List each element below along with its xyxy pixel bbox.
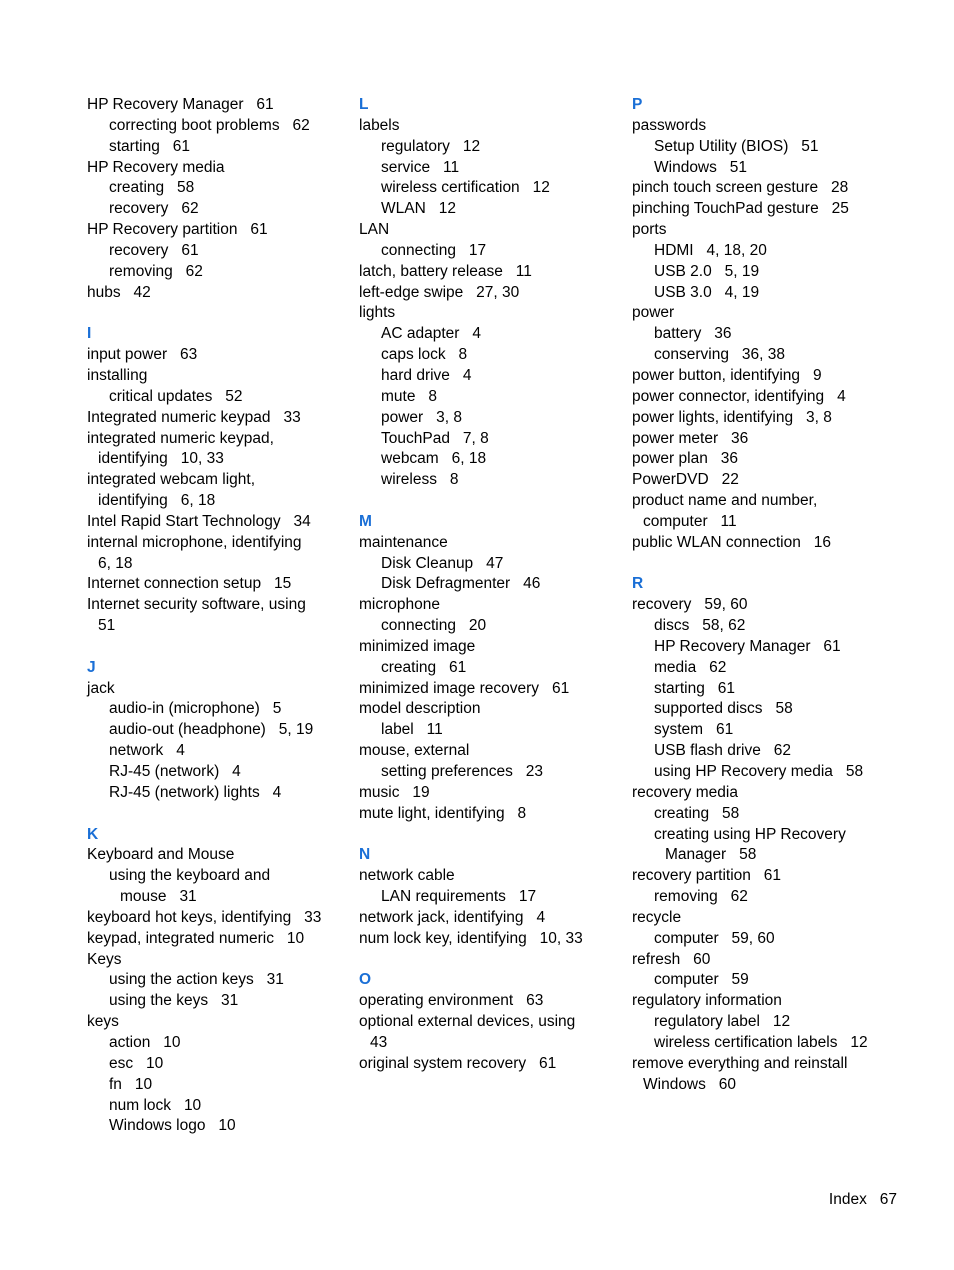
index-letter-heading: P (632, 96, 643, 113)
index-entry: recovery media (632, 783, 738, 801)
index-entry: product name and number, (632, 492, 818, 510)
index-entry: refresh 60 (632, 950, 711, 968)
index-entry: network cable (359, 867, 455, 885)
index-subentry: connecting 20 (381, 617, 487, 635)
index-subentry: creating 58 (654, 804, 740, 822)
index-letter-heading: K (87, 825, 99, 843)
index-subentry: fn 10 (109, 1075, 153, 1093)
index-subentry: label 11 (381, 721, 443, 739)
index-entry: optional external devices, using (359, 1013, 576, 1031)
index-entry: power meter 36 (632, 429, 749, 447)
index-entry: integrated numeric keypad, (87, 429, 274, 447)
index-entry: Internet security software, using (87, 596, 306, 614)
index-subentry: removing 62 (654, 888, 748, 906)
index-subentry: HP Recovery Manager 61 (654, 637, 841, 655)
index-subentry: network 4 (109, 742, 185, 760)
index-entry: operating environment 63 (359, 992, 544, 1010)
section-gap (632, 554, 932, 575)
section-gap (359, 491, 629, 512)
index-letter-heading: I (87, 325, 92, 343)
index-entry: recovery 59, 60 (632, 596, 748, 614)
index-entry: computer 11 (643, 512, 737, 530)
index-column-2 (359, 95, 629, 1075)
section-gap (359, 950, 629, 971)
page-number: 67 (879, 1191, 897, 1208)
index-subentry: service 11 (381, 158, 460, 176)
index-subentry: supported discs 58 (654, 700, 793, 718)
index-subentry: correcting boot problems 62 (109, 116, 310, 134)
index-subentry: critical updates 52 (109, 387, 243, 405)
index-subentry: battery 36 (654, 325, 732, 343)
index-entry: Windows 60 (643, 1075, 737, 1093)
index-entry: identifying 10, 33 (98, 450, 224, 468)
index-subentry: Windows logo 10 (109, 1117, 236, 1135)
section-gap (87, 303, 357, 324)
index-entry: power (632, 304, 675, 322)
section-gap (87, 804, 357, 825)
index-entry: PowerDVD 22 (632, 471, 739, 489)
index-subentry: esc 10 (109, 1054, 164, 1072)
index-subentry: regulatory label 12 (654, 1013, 791, 1031)
index-entry: power lights, identifying 3, 8 (632, 408, 832, 426)
index-subentry: Manager 58 (665, 846, 757, 864)
index-subentry: recovery 62 (109, 200, 199, 218)
index-entry: 51 (98, 617, 116, 635)
index-letter-heading: N (359, 846, 371, 864)
index-subentry: using the keyboard and (109, 867, 271, 885)
index-subentry: RJ-45 (network) lights 4 (109, 783, 282, 801)
index-entry: keyboard hot keys, identifying 33 (87, 908, 322, 926)
footer-label: Index (828, 1191, 867, 1208)
index-subentry: audio-out (headphone) 5, 19 (109, 721, 314, 739)
index-subentry: num lock 10 (109, 1096, 202, 1114)
section-gap (359, 825, 629, 846)
index-entry: HP Recovery media (87, 158, 225, 176)
index-entry: power connector, identifying 4 (632, 387, 846, 405)
index-entry: maintenance (359, 533, 448, 551)
index-entry: power button, identifying 9 (632, 366, 822, 384)
index-letter-heading: M (359, 512, 372, 530)
index-entry: minimized image recovery 61 (359, 679, 570, 697)
section-gap (87, 637, 357, 658)
index-subentry: Setup Utility (BIOS) 51 (654, 137, 819, 155)
index-entry: HP Recovery partition 61 (87, 221, 268, 239)
index-subentry: discs 58, 62 (654, 617, 746, 635)
index-entry: Keys (87, 950, 122, 968)
index-subentry: regulatory 12 (381, 137, 481, 155)
index-subentry: Disk Cleanup 47 (381, 554, 504, 572)
index-entry: Intel Rapid Start Technology 34 (87, 512, 311, 530)
index-entry: jack (87, 679, 115, 697)
index-subentry: system 61 (654, 721, 734, 739)
index-entry: mouse, external (359, 742, 470, 760)
index-subentry: recovery 61 (109, 241, 199, 259)
index-entry: 6, 18 (98, 554, 133, 572)
index-entry: lights (359, 304, 396, 322)
index-subentry: WLAN 12 (381, 200, 456, 218)
index-entry: minimized image (359, 637, 476, 655)
index-entry: recovery partition 61 (632, 867, 782, 885)
index-letter-heading: R (632, 575, 644, 593)
index-subentry: caps lock 8 (381, 346, 468, 364)
index-subentry: USB flash drive 62 (654, 742, 791, 760)
index-subentry: wireless 8 (381, 471, 459, 489)
index-entry: public WLAN connection 16 (632, 533, 832, 551)
index-entry: keys (87, 1013, 119, 1031)
index-subentry: webcam 6, 18 (381, 450, 487, 468)
index-entry: Keyboard and Mouse (87, 846, 235, 864)
index-entry: installing (87, 366, 148, 384)
index-subentry: RJ-45 (network) 4 (109, 763, 241, 780)
index-subentry: setting preferences 23 (381, 763, 543, 780)
index-subentry: starting 61 (109, 137, 190, 155)
index-subentry: creating 58 (109, 179, 195, 197)
index-entry: pinching TouchPad gesture 25 (632, 200, 849, 218)
index-subentry: audio-in (microphone) 5 (109, 700, 282, 718)
index-entry: num lock key, identifying 10, 33 (359, 929, 583, 947)
index-entry: hubs 42 (87, 283, 151, 301)
index-subentry: mouse 31 (120, 888, 197, 906)
index-entry: LAN (359, 221, 390, 239)
index-subentry: using the keys 31 (109, 992, 239, 1010)
index-entry: network jack, identifying 4 (359, 908, 546, 926)
index-entry: power plan 36 (632, 450, 738, 468)
index-entry: identifying 6, 18 (98, 492, 216, 510)
index-entry: recycle (632, 908, 682, 926)
index-subentry: mute 8 (381, 387, 437, 405)
index-entry: integrated webcam light, (87, 471, 256, 489)
index-entry: passwords (632, 116, 707, 134)
index-subentry: media 62 (654, 658, 727, 676)
index-subentry: wireless certification labels 12 (654, 1033, 868, 1051)
index-subentry: USB 3.0 4, 19 (654, 283, 760, 301)
index-entry: labels (359, 116, 400, 134)
index-entry: 43 (370, 1033, 388, 1051)
index-letter-heading: O (359, 971, 372, 989)
index-column-1 (87, 95, 357, 1137)
index-subentry: computer 59, 60 (654, 929, 775, 947)
index-subentry: hard drive 4 (381, 366, 472, 384)
index-entry: Internet connection setup 15 (87, 575, 292, 593)
index-entry: mute light, identifying 8 (359, 804, 527, 822)
index-column-3 (632, 95, 932, 1096)
index-letter-heading: L (359, 96, 369, 113)
index-subentry: wireless certification 12 (381, 179, 550, 197)
index-entry: HP Recovery Manager 61 (87, 96, 274, 113)
index-subentry: conserving 36, 38 (654, 346, 785, 364)
index-subentry: TouchPad 7, 8 (381, 429, 489, 447)
index-entry: internal microphone, identifying (87, 533, 302, 551)
index-subentry: computer 59 (654, 971, 749, 989)
index-entry: regulatory information (632, 992, 782, 1010)
index-subentry: starting 61 (654, 679, 735, 697)
index-subentry: using the action keys 31 (109, 971, 284, 989)
index-entry: pinch touch screen gesture 28 (632, 179, 849, 197)
index-subentry: power 3, 8 (381, 408, 462, 426)
index-subentry: HDMI 4, 18, 20 (654, 241, 767, 259)
index-letter-heading: J (87, 658, 96, 676)
index-entry: ports (632, 221, 667, 239)
index-subentry: AC adapter 4 (381, 325, 481, 343)
index-subentry: creating 61 (381, 658, 467, 676)
index-subentry: connecting 17 (381, 241, 487, 259)
index-entry: keypad, integrated numeric 10 (87, 929, 305, 947)
index-entry: latch, battery release 11 (359, 262, 532, 280)
page-footer (829, 1191, 897, 1209)
index-subentry: removing 62 (109, 262, 203, 280)
index-entry: original system recovery 61 (359, 1054, 557, 1072)
index-subentry: Disk Defragmenter 46 (381, 575, 541, 593)
index-entry: model description (359, 700, 481, 718)
index-entry: music 19 (359, 783, 430, 801)
index-subentry: USB 2.0 5, 19 (654, 262, 760, 280)
index-entry: Integrated numeric keypad 33 (87, 408, 301, 426)
index-entry: left-edge swipe 27, 30 (359, 283, 520, 301)
index-subentry: creating using HP Recovery (654, 825, 846, 843)
index-subentry: LAN requirements 17 (381, 888, 537, 906)
index-entry: microphone (359, 596, 440, 614)
index-subentry: using HP Recovery media 58 (654, 763, 864, 780)
index-entry: input power 63 (87, 346, 198, 364)
index-subentry: action 10 (109, 1033, 181, 1051)
index-subentry: Windows 51 (654, 158, 748, 176)
index-entry: remove everything and reinstall (632, 1054, 848, 1072)
